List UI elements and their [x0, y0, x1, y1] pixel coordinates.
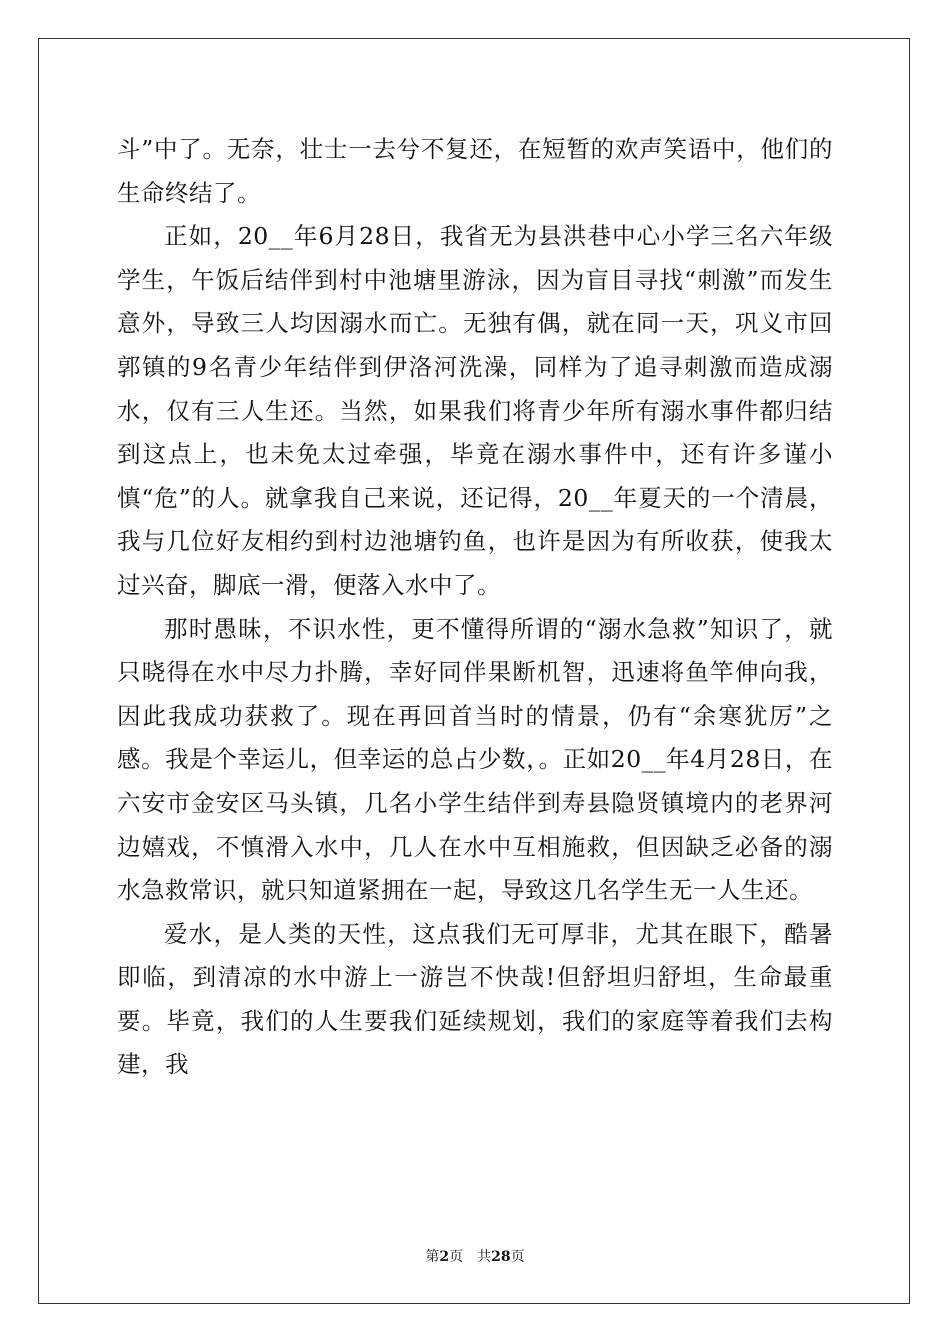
page-unit: 页 — [449, 1249, 464, 1265]
current-page-number: 2 — [439, 1249, 450, 1265]
total-prefix: 共 — [477, 1249, 492, 1265]
total-page-count: 28 — [491, 1249, 511, 1265]
page-footer — [0, 1246, 950, 1266]
document-body — [117, 128, 833, 1087]
paragraph: 那时愚昧，不识水性，更不懂得所谓的“溺水急救”知识了，就只晓得在水中尽力扑腾，幸好同伴果断机智，迅速将鱼竿伸向我，因此我成功获救了。现在再回首当时的情景，仍有“余寒犹厉”之感。我是个幸运儿，但幸运的总占少数，。正如20__年4月28日，在六安市金安区马头镇，几名小学生结伴到寿县隐贤镇境内的老界河边嬉戏，不慎滑入水中，几人在水中互相施救，但因缺乏必备的溺水急救常识，就只知道紧拥在一起，导致这几名学生无一人生还。 — [117, 614, 833, 905]
paragraph: 斗”中了。无奈，壮士一去兮不复还，在短暂的欢声笑语中，他们的生命终结了。 — [117, 135, 833, 207]
total-unit: 页 — [510, 1249, 525, 1265]
paragraph: 正如，20__年6月28日，我省无为县洪巷中心小学三名六年级学生，午饭后结伴到村中池塘里游泳，因为盲目寻找“刺激”而发生意外，导致三人均因溺水而亡。无独有偶，就在同一天，巩义市回郭镇的9名青少年结伴到伊洛河洗澡，同样为了追寻刺激而造成溺水，仅有三人生还。当然，如果我们将青少年所有溺水事件都归结到这点上，也未免太过牵强，毕竟在溺水事件中，还有许多谨小慎“危”的人。就拿我自己来说，还记得，20__年夏天的一个清晨，我与几位好友相约到村边池塘钓鱼，也许是因为有所收获，使我太过兴奋，脚底一滑，便落入水中了。 — [117, 222, 833, 599]
page-prefix: 第 — [425, 1249, 440, 1265]
paragraph: 爱水，是人类的天性，这点我们无可厚非，尤其在眼下，酷暑即临，到清凉的水中游上一游岂不快哉!但舒坦归舒坦，生命最重要。毕竟，我们的人生要我们延续规划，我们的家庭等着我们去构建，我 — [117, 919, 833, 1079]
